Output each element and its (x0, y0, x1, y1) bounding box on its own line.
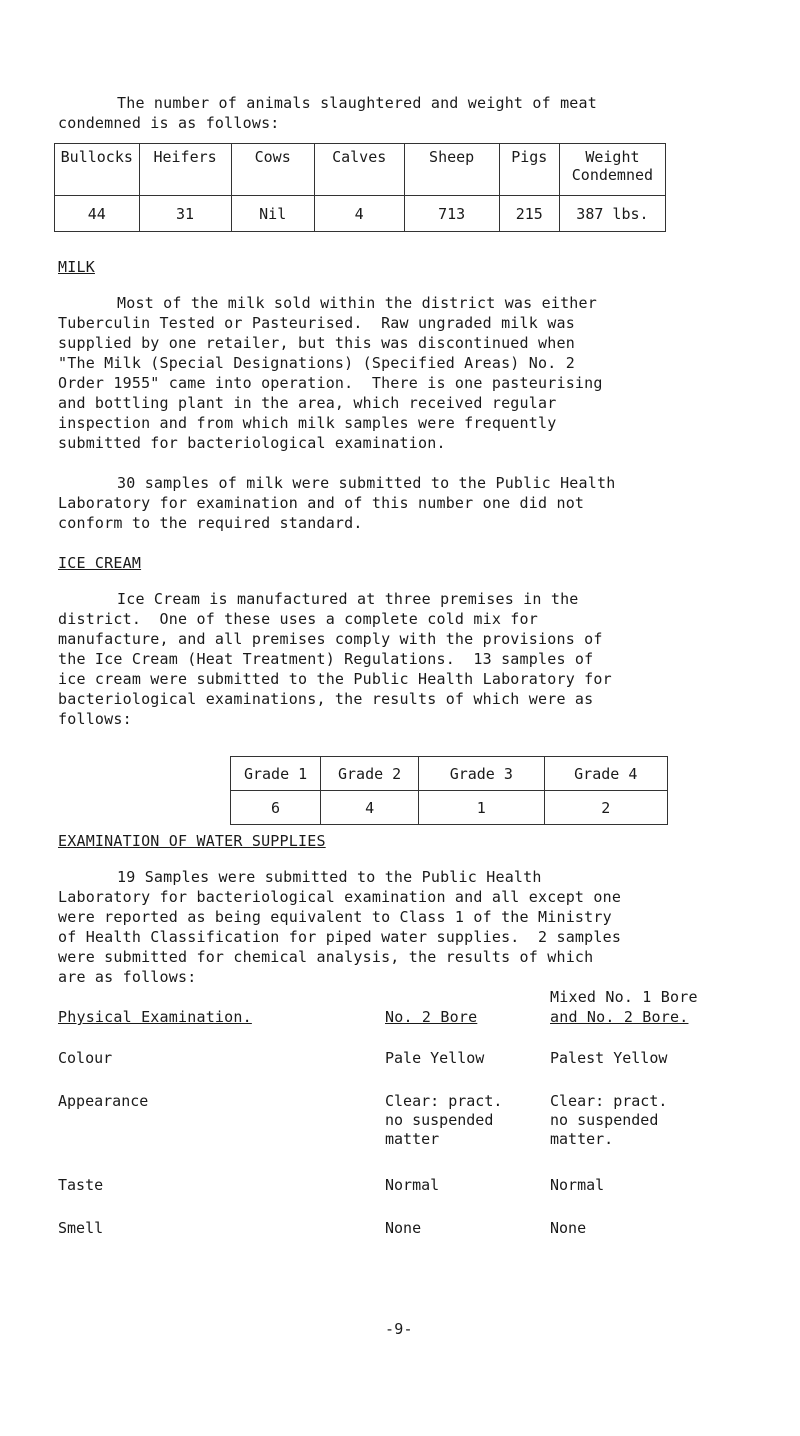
water-line-6: are as follows: (58, 968, 197, 986)
milk-para1-line-5: Order 1955" came into operation. There is one pasteurising (58, 374, 603, 392)
water-line-5: were submitted for chemical analysis, the results of which (58, 948, 594, 966)
row-taste-label: Taste (58, 1176, 104, 1194)
row-colour-label: Colour (58, 1049, 113, 1067)
header-sheep: Sheep (404, 144, 499, 196)
ice-cream-line-3: manufacture, and all premises comply with the provisions of (58, 630, 603, 648)
header-pigs: Pigs (499, 144, 559, 196)
intro-line-1: The number of animals slaughtered and weight of meat (117, 94, 597, 112)
milk-para1-line-1: Most of the milk sold within the district was either (117, 294, 597, 312)
row-smell-bore2: None (385, 1219, 422, 1237)
col-header-mixed-line-2: and No. 2 Bore. (550, 1008, 689, 1026)
header-calves: Calves (314, 144, 404, 196)
col-header-mixed-line-1: Mixed No. 1 Bore (550, 988, 698, 1006)
grade-2-header: Grade 2 (321, 757, 419, 791)
value-heifers: 31 (139, 196, 231, 232)
col-header-no-2-bore: No. 2 Bore (385, 1008, 478, 1026)
header-heifers: Heifers (139, 144, 231, 196)
value-pigs: 215 (499, 196, 559, 232)
ice-cream-line-5: ice cream were submitted to the Public Health Laboratory for (58, 670, 612, 688)
row-smell-mixed: None (550, 1219, 587, 1237)
row-taste-mixed: Normal (550, 1176, 605, 1194)
water-line-2: Laboratory for bacteriological examination and all except one (58, 888, 622, 906)
grade-1-header: Grade 1 (231, 757, 321, 791)
row-appearance-bore2: Clear: pract. no suspended matter (385, 1092, 503, 1148)
ice-cream-line-4: the Ice Cream (Heat Treatment) Regulations. 13 samples of (58, 650, 594, 668)
ice-cream-line-2: district. One of these uses a complete cold mix for (58, 610, 538, 628)
grade-3-value: 1 (419, 791, 544, 825)
page-number: -9- (385, 1320, 413, 1338)
grade-4-value: 2 (544, 791, 667, 825)
header-cows: Cows (231, 144, 314, 196)
row-taste-bore2: Normal (385, 1176, 440, 1194)
intro-line-2: condemned is as follows: (58, 114, 280, 132)
milk-para1-line-7: inspection and from which milk samples were frequently (58, 414, 557, 432)
header-weight-condemned: Weight Condemned (559, 144, 665, 196)
grade-3-header: Grade 3 (419, 757, 544, 791)
ice-cream-line-1: Ice Cream is manufactured at three premises in the (117, 590, 579, 608)
value-sheep: 713 (404, 196, 499, 232)
milk-heading: MILK (58, 258, 95, 276)
col-header-physical-examination: Physical Examination. (58, 1008, 252, 1026)
value-calves: 4 (314, 196, 404, 232)
water-line-4: of Health Classification for piped water supplies. 2 samples (58, 928, 622, 946)
slaughter-table (54, 143, 666, 232)
row-appearance-mixed: Clear: pract. no suspended matter. (550, 1092, 668, 1148)
milk-para1-line-2: Tuberculin Tested or Pasteurised. Raw ungraded milk was (58, 314, 575, 332)
milk-para2-line-1: 30 samples of milk were submitted to the Public Health (117, 474, 616, 492)
value-cows: Nil (231, 196, 314, 232)
water-line-1: 19 Samples were submitted to the Public Health (117, 868, 542, 886)
ice-cream-line-6: bacteriological examinations, the results of which were as (58, 690, 594, 708)
value-bullocks: 44 (55, 196, 140, 232)
milk-para2-line-3: conform to the required standard. (58, 514, 363, 532)
row-smell-label: Smell (58, 1219, 104, 1237)
milk-para2-line-2: Laboratory for examination and of this number one did not (58, 494, 585, 512)
grade-2-value: 4 (321, 791, 419, 825)
header-bullocks: Bullocks (55, 144, 140, 196)
row-colour-bore2: Pale Yellow (385, 1049, 485, 1067)
grade-1-value: 6 (231, 791, 321, 825)
milk-para1-line-4: "The Milk (Special Designations) (Specified Areas) No. 2 (58, 354, 575, 372)
ice-cream-grades-table (230, 756, 668, 825)
ice-cream-heading: ICE CREAM (58, 554, 142, 572)
milk-para1-line-8: submitted for bacteriological examination. (58, 434, 446, 452)
value-weight-condemned: 387 lbs. (559, 196, 665, 232)
milk-para1-line-6: and bottling plant in the area, which received regular (58, 394, 557, 412)
water-heading: EXAMINATION OF WATER SUPPLIES (58, 832, 326, 850)
ice-cream-line-7: follows: (58, 710, 132, 728)
grade-4-header: Grade 4 (544, 757, 667, 791)
water-line-3: were reported as being equivalent to Class 1 of the Ministry (58, 908, 612, 926)
milk-para1-line-3: supplied by one retailer, but this was discontinued when (58, 334, 575, 352)
row-colour-mixed: Palest Yellow (550, 1049, 668, 1067)
row-appearance-label: Appearance (58, 1092, 149, 1110)
